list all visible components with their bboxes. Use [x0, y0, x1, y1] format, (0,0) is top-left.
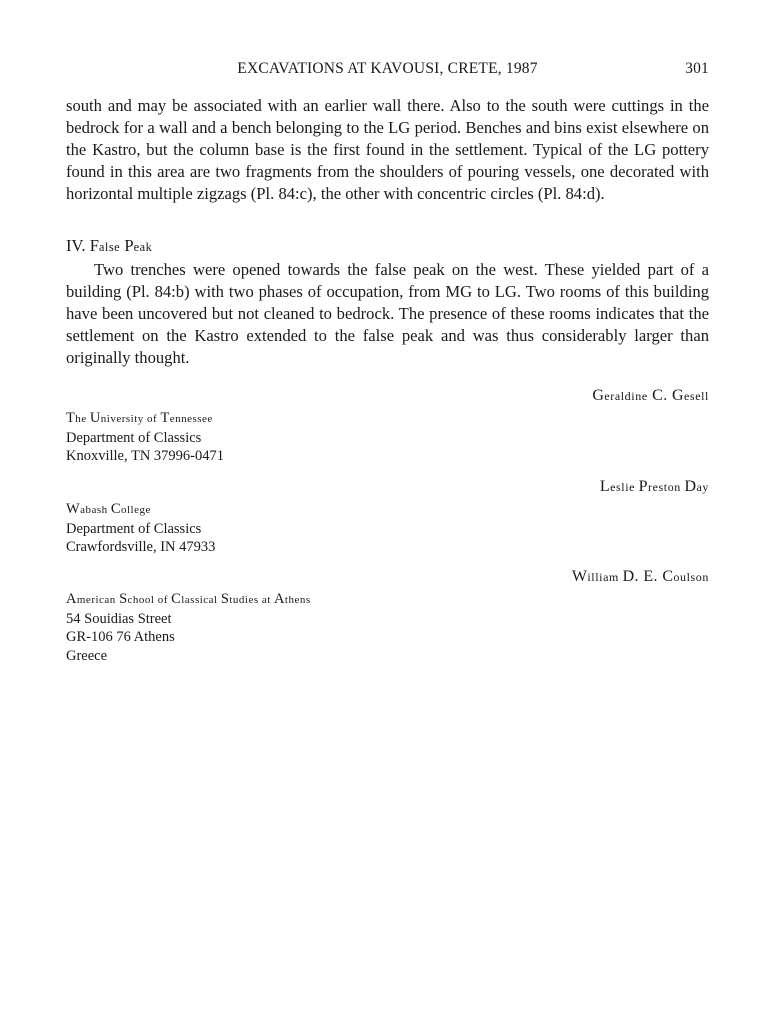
affiliation-ascsa: [66, 590, 311, 666]
section-number: IV.: [66, 236, 86, 255]
body-paragraph-false-peak: Two trenches were opened towards the false peak on the west. These yielded part of a building (Pl. 84:b) with two phases of occupation, from MG to LG. Two rooms of this building have been uncovered but not cleaned to bedrock. The presence of these rooms indicates that the settlement on the Kastro extended to the false peak and was thus considerably larger than originally thought.: [66, 260, 709, 367]
section-title: False Peak: [89, 236, 153, 255]
running-header: [66, 60, 709, 80]
author-name-day: Leslie Preston Day: [599, 478, 709, 495]
address-line: GR-106 76 Athens: [66, 629, 175, 646]
page-number: 301: [685, 60, 709, 77]
body-paragraph-continued: south and may be associated with an earlier wall there. Also to the south were cuttings in the bedrock for a wall and a bench belonging to the LG period. Benches and bins exist elsewhere on the Kastro, but the column base is the first found in the settlement. Typical of the LG pottery found in this area are two fragments from the shoulders of pouring vessels, one decorated with horizontal multiple zigzags (Pl. 84:c), the other with concentric circles (Pl. 84:d).: [66, 96, 709, 203]
section-heading: [66, 235, 152, 258]
address-line: Crawfordsville, IN 47933: [66, 539, 216, 556]
address-line: Department of Classics: [66, 520, 202, 537]
affiliation-tennessee: [66, 409, 224, 466]
running-title: EXCAVATIONS AT KAVOUSI, CRETE, 1987: [237, 60, 538, 77]
author-name-gesell: Geraldine C. Gesell: [592, 387, 709, 404]
address-line: Knoxville, TN 37996-0471: [66, 448, 225, 465]
institution-name: The University of Tennessee: [66, 410, 213, 426]
author-name-coulson: William D. E. Coulson: [571, 568, 709, 585]
institution-name: Wabash College: [66, 501, 151, 517]
address-line: 54 Souidias Street: [66, 610, 172, 627]
institution-name: American School of Classical Studies at Athens: [66, 591, 311, 607]
affiliation-wabash: [66, 500, 215, 557]
address-line: Greece: [66, 648, 108, 665]
address-line: Department of Classics: [66, 429, 202, 446]
